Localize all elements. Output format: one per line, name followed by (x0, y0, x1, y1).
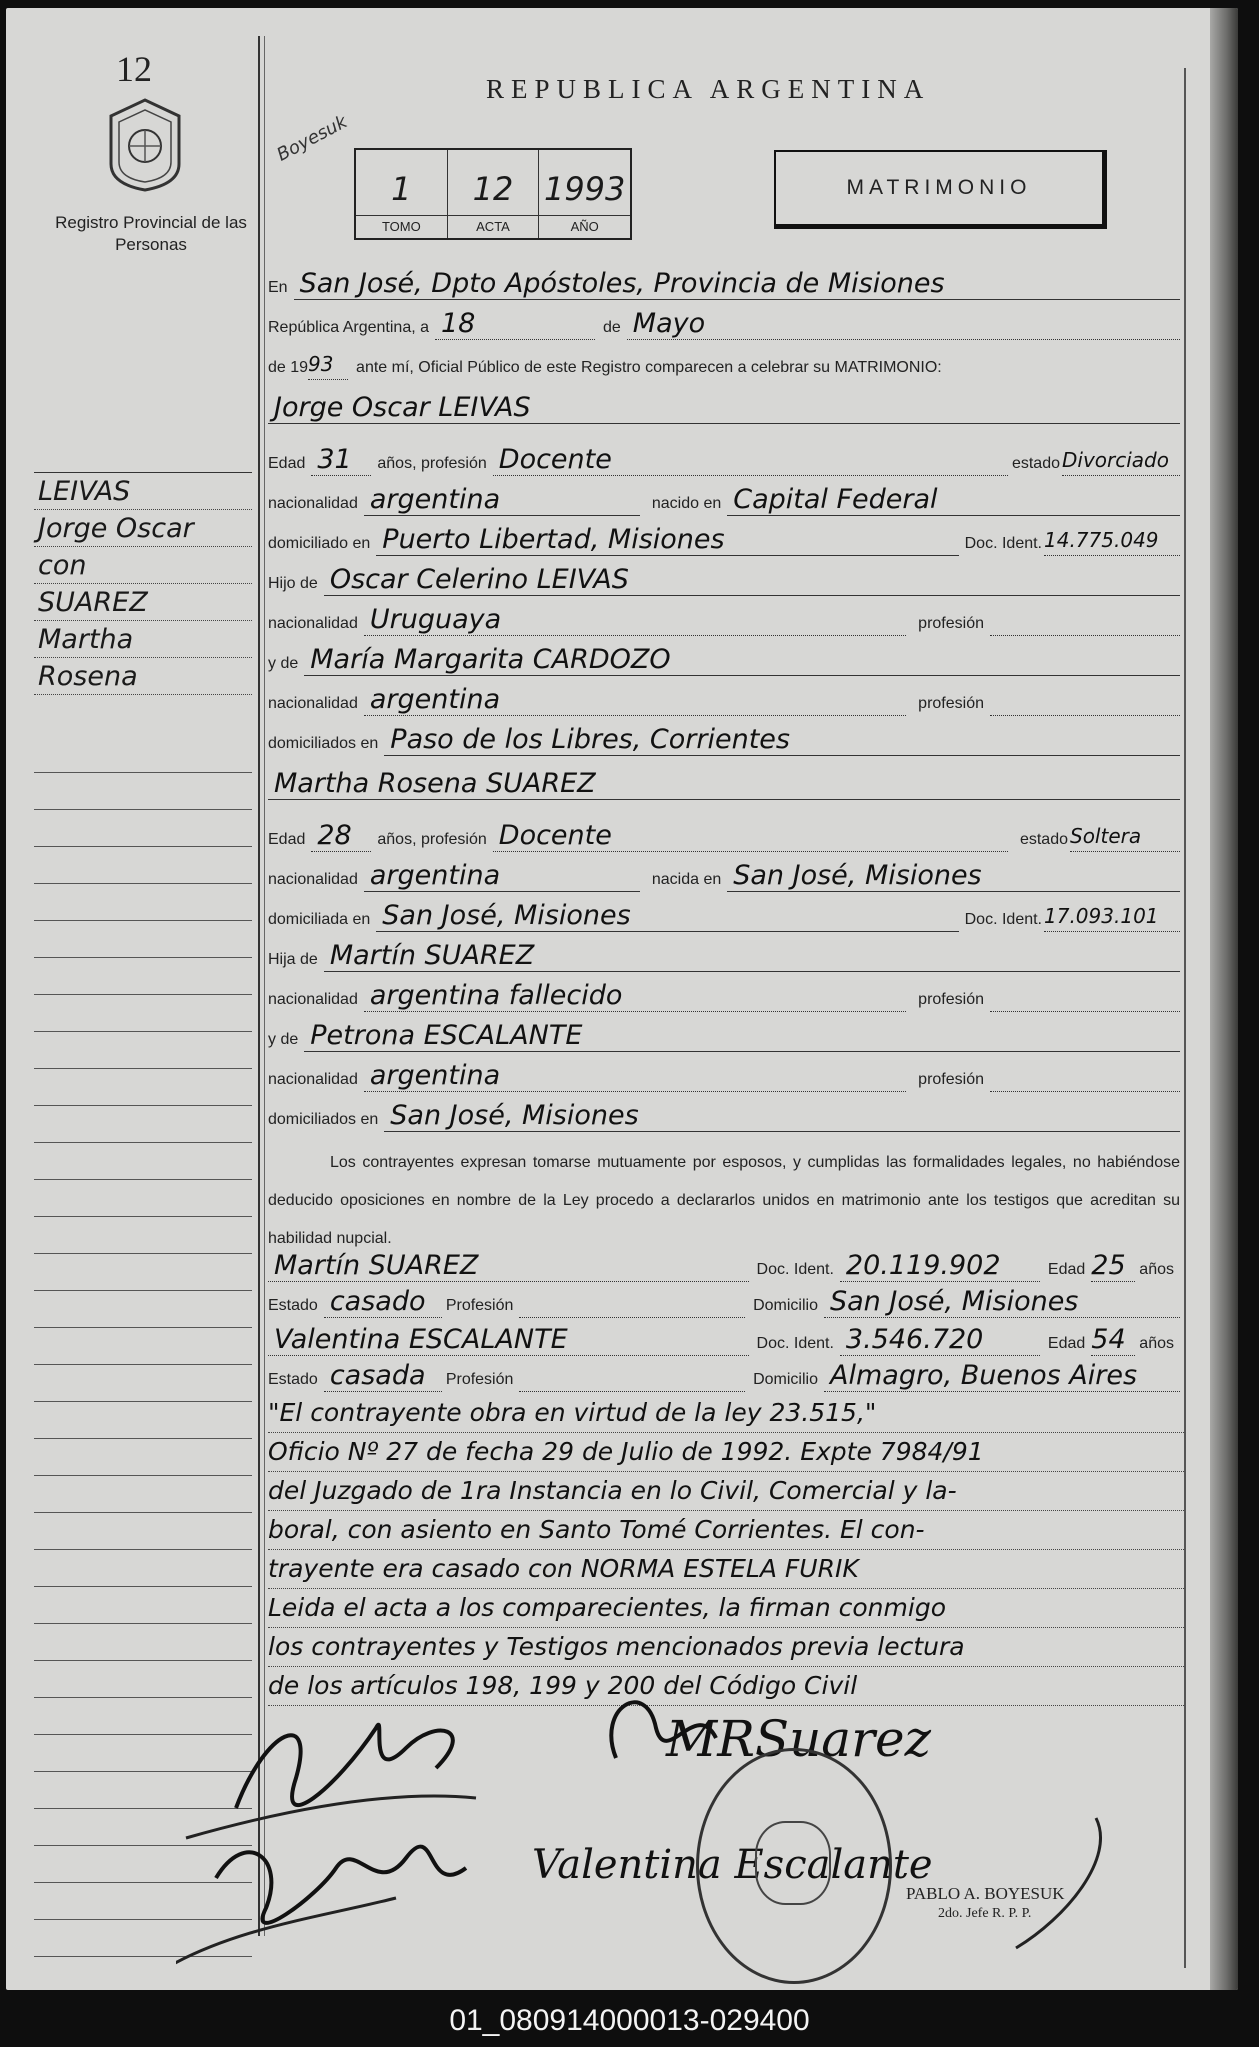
groom-father: Oscar Celerino LEIVAS (329, 564, 629, 595)
date-row (268, 310, 1180, 340)
nacida-label: nacida en (651, 871, 722, 888)
groom-age-field (311, 445, 371, 476)
margin-line (34, 547, 252, 584)
witness2-name-field (268, 1325, 749, 1356)
margin-text: Martha (38, 624, 134, 655)
profesion-label: Profesión (445, 1297, 514, 1314)
witness2-age: 54 (1091, 1324, 1126, 1355)
witness1-age: 25 (1091, 1250, 1126, 1281)
bride-address-row (268, 902, 1180, 932)
domiciliados-label: domiciliados en (268, 735, 379, 752)
y-de-label: y de (268, 655, 299, 672)
official-name: PABLO A. BOYESUK (906, 1884, 1065, 1903)
witness1-address: San José, Misiones (830, 1286, 1079, 1317)
groom-mother-nat-field (364, 685, 906, 716)
witness1-prof-field (519, 1287, 745, 1318)
bride-age-field (311, 821, 371, 852)
year-value: 93 (308, 352, 334, 376)
year-prefix: de 19 (268, 359, 309, 376)
bride-mother-prof-field (990, 1061, 1180, 1092)
domicilio-label: domiciliado en (268, 535, 371, 552)
month-value: Mayo (632, 308, 706, 339)
day-field (435, 309, 595, 340)
y-de-label: y de (268, 1031, 299, 1048)
ante-text: ante mí, Oficial Público de este Registro comparecen a celebrar su MATRIMONIO: (356, 359, 942, 376)
doc-label: Doc. Ident. (756, 1335, 834, 1352)
observation-line: boral, con asiento en Santo Tomé Corrientes. El con- (268, 1511, 1184, 1550)
bride-mother-row (268, 1022, 1180, 1052)
bride-father-row (268, 942, 1180, 972)
bride-signature: MRSuarez (666, 1710, 931, 1768)
witness-signature: Valentina Escalante (532, 1842, 933, 1888)
republica-label: República Argentina, a (268, 319, 429, 336)
anos-label: años (1139, 1261, 1174, 1278)
bride-father-field (324, 941, 1180, 972)
hija-label: Hija de (268, 951, 318, 968)
groom-name-field (268, 393, 1180, 424)
margin-rule-inner (264, 36, 265, 1936)
acta-value: 12 (472, 170, 514, 208)
profesion-label: años, profesión (377, 455, 487, 472)
groom-birthplace: Capital Federal (733, 484, 938, 515)
observations (268, 1394, 1184, 1706)
folio-number: 12 (116, 49, 152, 89)
groom-mother-prof-field (990, 685, 1180, 716)
witness2-estado: casada (329, 1360, 426, 1391)
edad-label: Edad (1047, 1261, 1086, 1278)
month-field (627, 309, 1180, 340)
groom-age-row (268, 446, 1180, 476)
declaration-text: Los contrayentes expresan tomarse mutuamente por esposos, y cumplidas las formalidades legales, no habiéndose deducido oposiciones en nombre de la Ley procedo a declararlos unidos en matrimonio ante los testigos que acreditan su habilidad nupcial. (268, 1154, 1180, 1247)
witness1-estado-field (324, 1287, 442, 1318)
country-heading: REPUBLICA ARGENTINA (486, 74, 931, 104)
bride-profession: Docente (498, 820, 612, 851)
bride-mother-field (304, 1021, 1180, 1052)
margin-index (34, 436, 252, 695)
estado-label: Estado (268, 1371, 318, 1388)
bride-nationality-row (268, 862, 1180, 892)
bride-mother-nat-field (364, 1061, 906, 1092)
witness1-doc: 20.119.902 (845, 1250, 1001, 1281)
nacionalidad-label: nacionalidad (268, 695, 358, 712)
bride-estado-field (1070, 821, 1180, 852)
observation-line: de los artículos 198, 199 y 200 del Código Civil (268, 1667, 1184, 1706)
witness2-status-row (268, 1362, 1180, 1392)
groom-father-nationality: Uruguaya (369, 604, 502, 635)
groom-estado: Divorciado (1062, 448, 1169, 472)
bride-parents-address-row (268, 1102, 1180, 1132)
day-value: 18 (441, 308, 476, 339)
margin-text: Jorge Oscar (38, 513, 194, 544)
bride-name-field (268, 769, 1180, 800)
margin-line (34, 658, 252, 695)
witness1-name: Martín SUAREZ (274, 1250, 479, 1281)
groom-mother: María Margarita CARDOZO (310, 644, 671, 675)
nacido-label: nacido en (651, 495, 722, 512)
domiciliados-label: domiciliados en (268, 1111, 379, 1128)
domicilio-label: Domicilio (753, 1297, 818, 1314)
margin-line (34, 473, 252, 510)
acta-cell (448, 150, 540, 238)
observation-line: del Juzgado de 1ra Instancia en lo Civil, Comercial y la- (268, 1472, 1184, 1511)
groom-address-row (268, 526, 1180, 556)
hijo-label: Hijo de (268, 575, 318, 592)
groom-mother-field (304, 645, 1180, 676)
groom-parents-address-field (384, 725, 1180, 756)
observation-line: Oficio Nº 27 de fecha 29 de Julio de 1992. Expte 7984/91 (268, 1433, 1184, 1472)
margin-line (34, 621, 252, 658)
groom-father-field (324, 565, 1180, 596)
bride-profession-field (493, 821, 1008, 852)
de-label: de (603, 319, 621, 336)
bride-age: 28 (317, 820, 352, 851)
place-value: San José, Dpto Apóstoles, Provincia de Misiones (299, 268, 945, 299)
bride-father-prof-field (990, 981, 1180, 1012)
groom-father-nat-row (268, 606, 1180, 636)
tomo-cell (356, 150, 448, 238)
profesion-label: años, profesión (377, 831, 487, 848)
groom-father-row (268, 566, 1180, 596)
groom-nationality: argentina (369, 484, 501, 515)
anio-value: 1993 (543, 170, 626, 208)
place-row (268, 270, 1180, 300)
bride-name-row (268, 770, 1180, 800)
bride-address-field (376, 901, 958, 932)
estado-label: estado (1011, 455, 1060, 472)
bride-parents-address: San José, Misiones (390, 1100, 639, 1131)
domicilio-label: domiciliada en (268, 911, 371, 928)
margin-text: LEIVAS (38, 476, 131, 507)
signatures-area (176, 1668, 1186, 1978)
book-binding (1210, 8, 1238, 1990)
witness1-age-field (1091, 1251, 1135, 1282)
bride-doc: 17.093.101 (1044, 904, 1159, 928)
groom-father-prof-field (990, 605, 1180, 636)
groom-profession: Docente (498, 444, 612, 475)
bride-mother-nat-row (268, 1062, 1180, 1092)
margin-line (34, 436, 252, 473)
margin-line (34, 584, 252, 621)
provincial-seal-icon (103, 94, 187, 194)
groom-profession-field (493, 445, 1008, 476)
profesion-label: profesión (918, 615, 984, 632)
nacionalidad-label: nacionalidad (268, 495, 358, 512)
witness2-doc-field (840, 1325, 1040, 1356)
register-page (6, 8, 1238, 1990)
edad-label: Edad (268, 831, 306, 848)
profesion-label: profesión (918, 1071, 984, 1088)
bride-mother-nationality: argentina (369, 1060, 501, 1091)
bride-father-nat-field (364, 981, 906, 1012)
official-stamp-icon (696, 1748, 892, 1984)
bride-nationality: argentina (369, 860, 501, 891)
estado-label: estado (1019, 831, 1068, 848)
groom-father-nat-field (364, 605, 906, 636)
groom-doc: 14.775.049 (1044, 528, 1159, 552)
groom-doc-field (1044, 525, 1180, 556)
nacionalidad-label: nacionalidad (268, 615, 358, 632)
groom-estado-field (1062, 445, 1180, 476)
witness2-age-field (1091, 1325, 1135, 1356)
tomo-label: TOMO (356, 215, 447, 238)
nacionalidad-label: nacionalidad (268, 1071, 358, 1088)
witness2-prof-field (519, 1361, 745, 1392)
groom-name: Jorge Oscar LEIVAS (274, 392, 531, 423)
witness1-estado: casado (329, 1286, 426, 1317)
record-index-box (354, 148, 632, 240)
groom-name-row (268, 394, 1180, 424)
doc-label: Doc. Ident. (964, 911, 1042, 928)
bride-name: Martha Rosena SUAREZ (274, 768, 596, 799)
groom-address-field (376, 525, 958, 556)
anos-label: años (1139, 1335, 1174, 1352)
bride-address: San José, Misiones (382, 900, 631, 931)
bride-father-nat-row (268, 982, 1180, 1012)
observation-line: los contrayentes y Testigos mencionados previa lectura (268, 1628, 1184, 1667)
profesion-label: Profesión (445, 1371, 514, 1388)
observation-line: Leida el acta a los comparecientes, la firman conmigo (268, 1589, 1184, 1628)
observation-line: trayente era casado con NORMA ESTELA FURIK (268, 1550, 1184, 1589)
observation-line: "El contrayente obra en virtud de la ley 23.515," (268, 1394, 1184, 1433)
margin-text: SUAREZ (38, 587, 148, 618)
tomo-value: 1 (391, 170, 412, 208)
margin-text: Rosena (38, 661, 138, 692)
profesion-label: profesión (918, 695, 984, 712)
groom-birthplace-field (727, 485, 1180, 516)
witness1-doc-field (840, 1251, 1040, 1282)
bride-parents-address-field (384, 1101, 1180, 1132)
witness1-status-row (268, 1288, 1180, 1318)
signature-flourish (186, 1796, 476, 1838)
bride-mother: Petrona ESCALANTE (310, 1020, 583, 1051)
bride-age-row (268, 822, 1180, 852)
margin-text: con (38, 550, 87, 581)
witness2-name: Valentina ESCALANTE (274, 1324, 568, 1355)
witness2-doc: 3.546.720 (845, 1324, 984, 1355)
domicilio-label: Domicilio (753, 1371, 818, 1388)
witness2-estado-field (324, 1361, 442, 1392)
groom-parents-address-row (268, 726, 1180, 756)
acta-label: ACTA (448, 215, 539, 238)
bride-father-nationality: argentina fallecido (369, 980, 623, 1011)
margin-rule (258, 36, 260, 1936)
groom-nationality-row (268, 486, 1180, 516)
year-row (268, 350, 1180, 380)
nacionalidad-label: nacionalidad (268, 991, 358, 1008)
anio-cell (539, 150, 630, 238)
nacionalidad-label: nacionalidad (268, 871, 358, 888)
groom-nationality-field (364, 485, 640, 516)
edad-label: Edad (268, 455, 306, 472)
groom-mother-nationality: argentina (369, 684, 501, 715)
groom-mother-row (268, 646, 1180, 676)
witness2-row (268, 1326, 1180, 1356)
margin-line (34, 510, 252, 547)
bride-father: Martín SUAREZ (329, 940, 535, 971)
doc-label: Doc. Ident. (756, 1261, 834, 1278)
signature-flourish (176, 1898, 396, 1968)
bride-doc-field (1044, 901, 1180, 932)
year-field (308, 349, 348, 380)
en-label: En (268, 279, 288, 296)
bride-estado: Soltera (1070, 824, 1142, 848)
document-type-box: MATRIMONIO (774, 150, 1107, 229)
official-signature (1016, 1818, 1101, 1948)
estado-label: Estado (268, 1297, 318, 1314)
groom-mother-nat-row (268, 686, 1180, 716)
witness1-row (268, 1252, 1180, 1282)
bride-nationality-field (364, 861, 640, 892)
bride-birthplace: San José, Misiones (733, 860, 982, 891)
witness1-address-field (824, 1287, 1180, 1318)
scan-id: 01_080914000013-029400 (449, 2004, 810, 2037)
witness2-address: Almagro, Buenos Aires (830, 1360, 1138, 1391)
groom-parents-address: Paso de los Libres, Corrientes (390, 724, 790, 755)
witness1-name-field (268, 1251, 749, 1282)
registry-name: Registro Provincial de las Personas (55, 213, 247, 254)
profesion-label: profesión (918, 991, 984, 1008)
groom-address: Puerto Libertad, Misiones (382, 524, 725, 555)
edad-label: Edad (1047, 1335, 1086, 1352)
groom-age: 31 (317, 444, 352, 475)
witness2-address-field (824, 1361, 1180, 1392)
bride-birthplace-field (727, 861, 1180, 892)
anio-label: AÑO (539, 215, 630, 238)
place-field (294, 269, 1180, 300)
official-title: 2do. Jefe R. P. P. (938, 1906, 1032, 1921)
handwritten-note: Boyesuk (273, 111, 351, 166)
doc-label: Doc. Ident. (964, 535, 1042, 552)
